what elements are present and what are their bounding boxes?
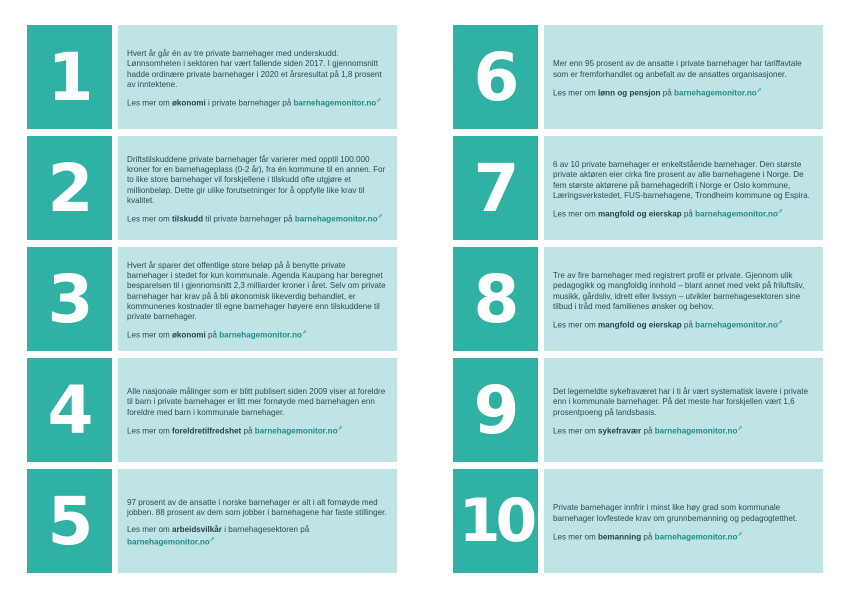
fact-number: 7 xyxy=(453,136,538,240)
read-more xyxy=(553,86,815,99)
read-more-topic-link[interactable]: tilskudd xyxy=(171,214,204,224)
read-more xyxy=(127,328,389,341)
read-more xyxy=(553,530,815,543)
read-more-suffix: på xyxy=(243,426,253,436)
external-link-icon: ⇗ xyxy=(209,536,215,543)
site-link[interactable]: barnehagemonitor.no xyxy=(219,331,302,341)
read-more-prefix: Les mer om xyxy=(127,98,170,108)
read-more xyxy=(127,525,389,548)
fact-text-panel xyxy=(118,136,397,240)
fact-card-3 xyxy=(27,247,397,351)
fact-text-panel xyxy=(544,469,823,573)
fact-number: 6 xyxy=(453,25,538,129)
fact-number: 2 xyxy=(27,136,112,240)
fact-text-panel xyxy=(544,136,823,240)
read-more-topic-link[interactable]: foreldretilfredshet xyxy=(171,426,242,436)
read-more-suffix: på xyxy=(207,331,217,341)
fact-number: 10 xyxy=(453,469,538,573)
site-link[interactable]: barnehagemonitor.no xyxy=(654,426,738,436)
fact-text-panel xyxy=(544,247,823,351)
read-more-suffix: på xyxy=(683,320,693,330)
fact-card-8 xyxy=(453,247,823,351)
read-more-suffix: til private barnehager på xyxy=(205,214,293,224)
fact-card-10 xyxy=(453,469,823,573)
read-more-suffix: på xyxy=(683,209,693,219)
read-more-prefix: Les mer om xyxy=(127,214,170,224)
read-more-suffix: på xyxy=(662,88,672,98)
fact-card-2 xyxy=(27,136,397,240)
external-link-icon: ⇗ xyxy=(737,425,743,432)
fact-text: Private barnehager innfrir i minst like høy grad som kommunale barnehager lovfestede krav om grunnbemanning og pedagogtetthet. xyxy=(553,503,798,523)
fact-number: 1 xyxy=(27,25,112,129)
external-link-icon: ⇗ xyxy=(337,425,343,432)
fact-text: Tre av fire barnehager med registrert profil er private. Gjennom ulik pedagogikk og mangfoldig innhold – blant annet med vekt på friluftsliv, musikk, gårdsliv, idrett eller livssyn – utvikler barnehagesektoren sine tilbud i tråd med familienes ønsker og behov. xyxy=(553,270,805,311)
fact-card-1 xyxy=(27,25,397,129)
read-more xyxy=(553,318,815,331)
read-more-prefix: Les mer om xyxy=(127,426,170,436)
read-more-topic-link[interactable]: sykefravær xyxy=(597,426,642,436)
external-link-icon: ⇗ xyxy=(737,531,743,538)
fact-number: 3 xyxy=(27,247,112,351)
site-link[interactable]: barnehagemonitor.no xyxy=(695,209,778,219)
site-link[interactable]: barnehagemonitor.no xyxy=(293,98,377,108)
read-more-suffix: i barnehagesektoren på xyxy=(224,524,310,534)
read-more-topic-link[interactable]: mangfold og eierskap xyxy=(597,209,682,219)
site-link[interactable]: barnehagemonitor.no xyxy=(254,426,338,436)
read-more xyxy=(553,424,815,437)
read-more-suffix: på xyxy=(643,426,653,436)
read-more xyxy=(127,212,389,225)
fact-text-panel xyxy=(544,358,823,462)
read-more-prefix: Les mer om xyxy=(553,320,596,330)
site-link[interactable]: barnehagemonitor.no xyxy=(654,532,738,542)
read-more xyxy=(553,207,815,220)
external-link-icon: ⇗ xyxy=(301,330,308,337)
fact-number: 5 xyxy=(27,469,112,573)
read-more-topic-link[interactable]: bemanning xyxy=(597,532,642,542)
fact-card-6 xyxy=(453,25,823,129)
fact-text: Driftstilskuddene private barnehager får varierer med opptil 100.000 kroner for en barnehageplass (0-2 år), fra én kommune til en annen. For to like store barnehager vil forskjellene i tilskudd ofte utgjøre et millionbeløp. Dette gir ulike forutsetninger for å oppfylle like krav til kvalitet. xyxy=(127,154,386,205)
fact-number: 9 xyxy=(453,358,538,462)
external-link-icon: ⇗ xyxy=(777,209,783,216)
read-more-topic-link[interactable]: økonomi xyxy=(171,331,206,341)
external-link-icon: ⇗ xyxy=(777,320,783,327)
read-more-prefix: Les mer om xyxy=(127,331,170,341)
read-more xyxy=(127,424,389,437)
fact-card-7 xyxy=(453,136,823,240)
site-link[interactable]: barnehagemonitor.no xyxy=(695,320,778,330)
fact-text-panel xyxy=(118,25,397,129)
external-link-icon: ⇗ xyxy=(376,98,382,105)
fact-text: 6 av 10 private barnehager er enkeltstående barnehager. Den største private aktøren eier cirka fire prosent av alle barnehagene i Norge. De fem største aktørene på barnehagedrift i Norge er Oslo kommune, Læringsverkstedet, FUS-barnehagene, Trondheim kommune og Espira. xyxy=(553,159,810,200)
fact-number: 8 xyxy=(453,247,538,351)
read-more-topic-link[interactable]: lønn og pensjon xyxy=(597,88,661,98)
site-link[interactable]: barnehagemonitor.no xyxy=(674,88,757,98)
site-link[interactable]: barnehagemonitor.no xyxy=(294,214,378,224)
fact-text: 97 prosent av de ansatte i norske barnehager er alt i alt fornøyde med jobben. 88 prosent av dem som jobber i barnehagene har faste stillinger. xyxy=(127,498,387,518)
read-more-prefix: Les mer om xyxy=(127,524,170,534)
fact-text: Hvert år sparer det offentlige store beløp på å benytte private barnehager i stedet for kun kommunale. Agenda Kaupang har beregnet besparelsen til i gjennomsnitt 2,3 milliarder kroner i året. Selv om private barnehager har krav på å bli økonomisk likeverdig behandlet, er kommunenes kostnader til egne barnehager høyere enn tilskuddene til private barnehager. xyxy=(127,260,386,322)
read-more-topic-link[interactable]: mangfold og eierskap xyxy=(597,320,682,330)
external-link-icon: ⇗ xyxy=(756,87,762,94)
fact-text-panel xyxy=(118,469,397,573)
site-link[interactable]: barnehagemonitor.no xyxy=(127,537,210,547)
read-more-suffix: på xyxy=(643,532,653,542)
fact-text-panel xyxy=(118,358,397,462)
fact-text: Mer enn 95 prosent av de ansatte i private barnehager har tariffavtale som er fremforhandlet og anbefalt av de ansattes organisasjoner. xyxy=(553,59,802,79)
read-more xyxy=(127,96,389,109)
fact-text-panel xyxy=(118,247,397,351)
fact-text: Hvert år går én av tre private barnehager med underskudd. Lønnsomheten i sektoren har vært fallende siden 2017. I gjennomsnitt hadde ordinære private barnehager i 2020 et årsresultat på 1,8 prosent av inntektene. xyxy=(127,48,382,89)
fact-text: Alle nasjonale målinger som er blitt publisert siden 2009 viser at foreldre til barn i private barnehager er litt mer fornøyde med barnehagen enn foreldre med barn i kommunale barnehager. xyxy=(127,387,386,417)
fact-text-panel xyxy=(544,25,823,129)
fact-text: Det legemeldte sykefraværet har i ti år vært systematisk lavere i private enn i kommunale barnehager. På det meste har forskjellen vært 1,6 prosentpoeng på landsbasis. xyxy=(553,387,809,417)
read-more-suffix: i private barnehager på xyxy=(207,98,292,108)
read-more-prefix: Les mer om xyxy=(553,88,596,98)
fact-card-4 xyxy=(27,358,397,462)
read-more-prefix: Les mer om xyxy=(553,426,596,436)
read-more-topic-link[interactable]: økonomi xyxy=(171,98,206,108)
read-more-prefix: Les mer om xyxy=(553,209,596,219)
read-more-topic-link[interactable]: arbeidsvilkår xyxy=(171,524,222,534)
fact-number: 4 xyxy=(27,358,112,462)
external-link-icon: ⇗ xyxy=(377,214,383,221)
fact-card-5 xyxy=(27,469,397,573)
read-more-prefix: Les mer om xyxy=(553,532,596,542)
fact-card-9 xyxy=(453,358,823,462)
